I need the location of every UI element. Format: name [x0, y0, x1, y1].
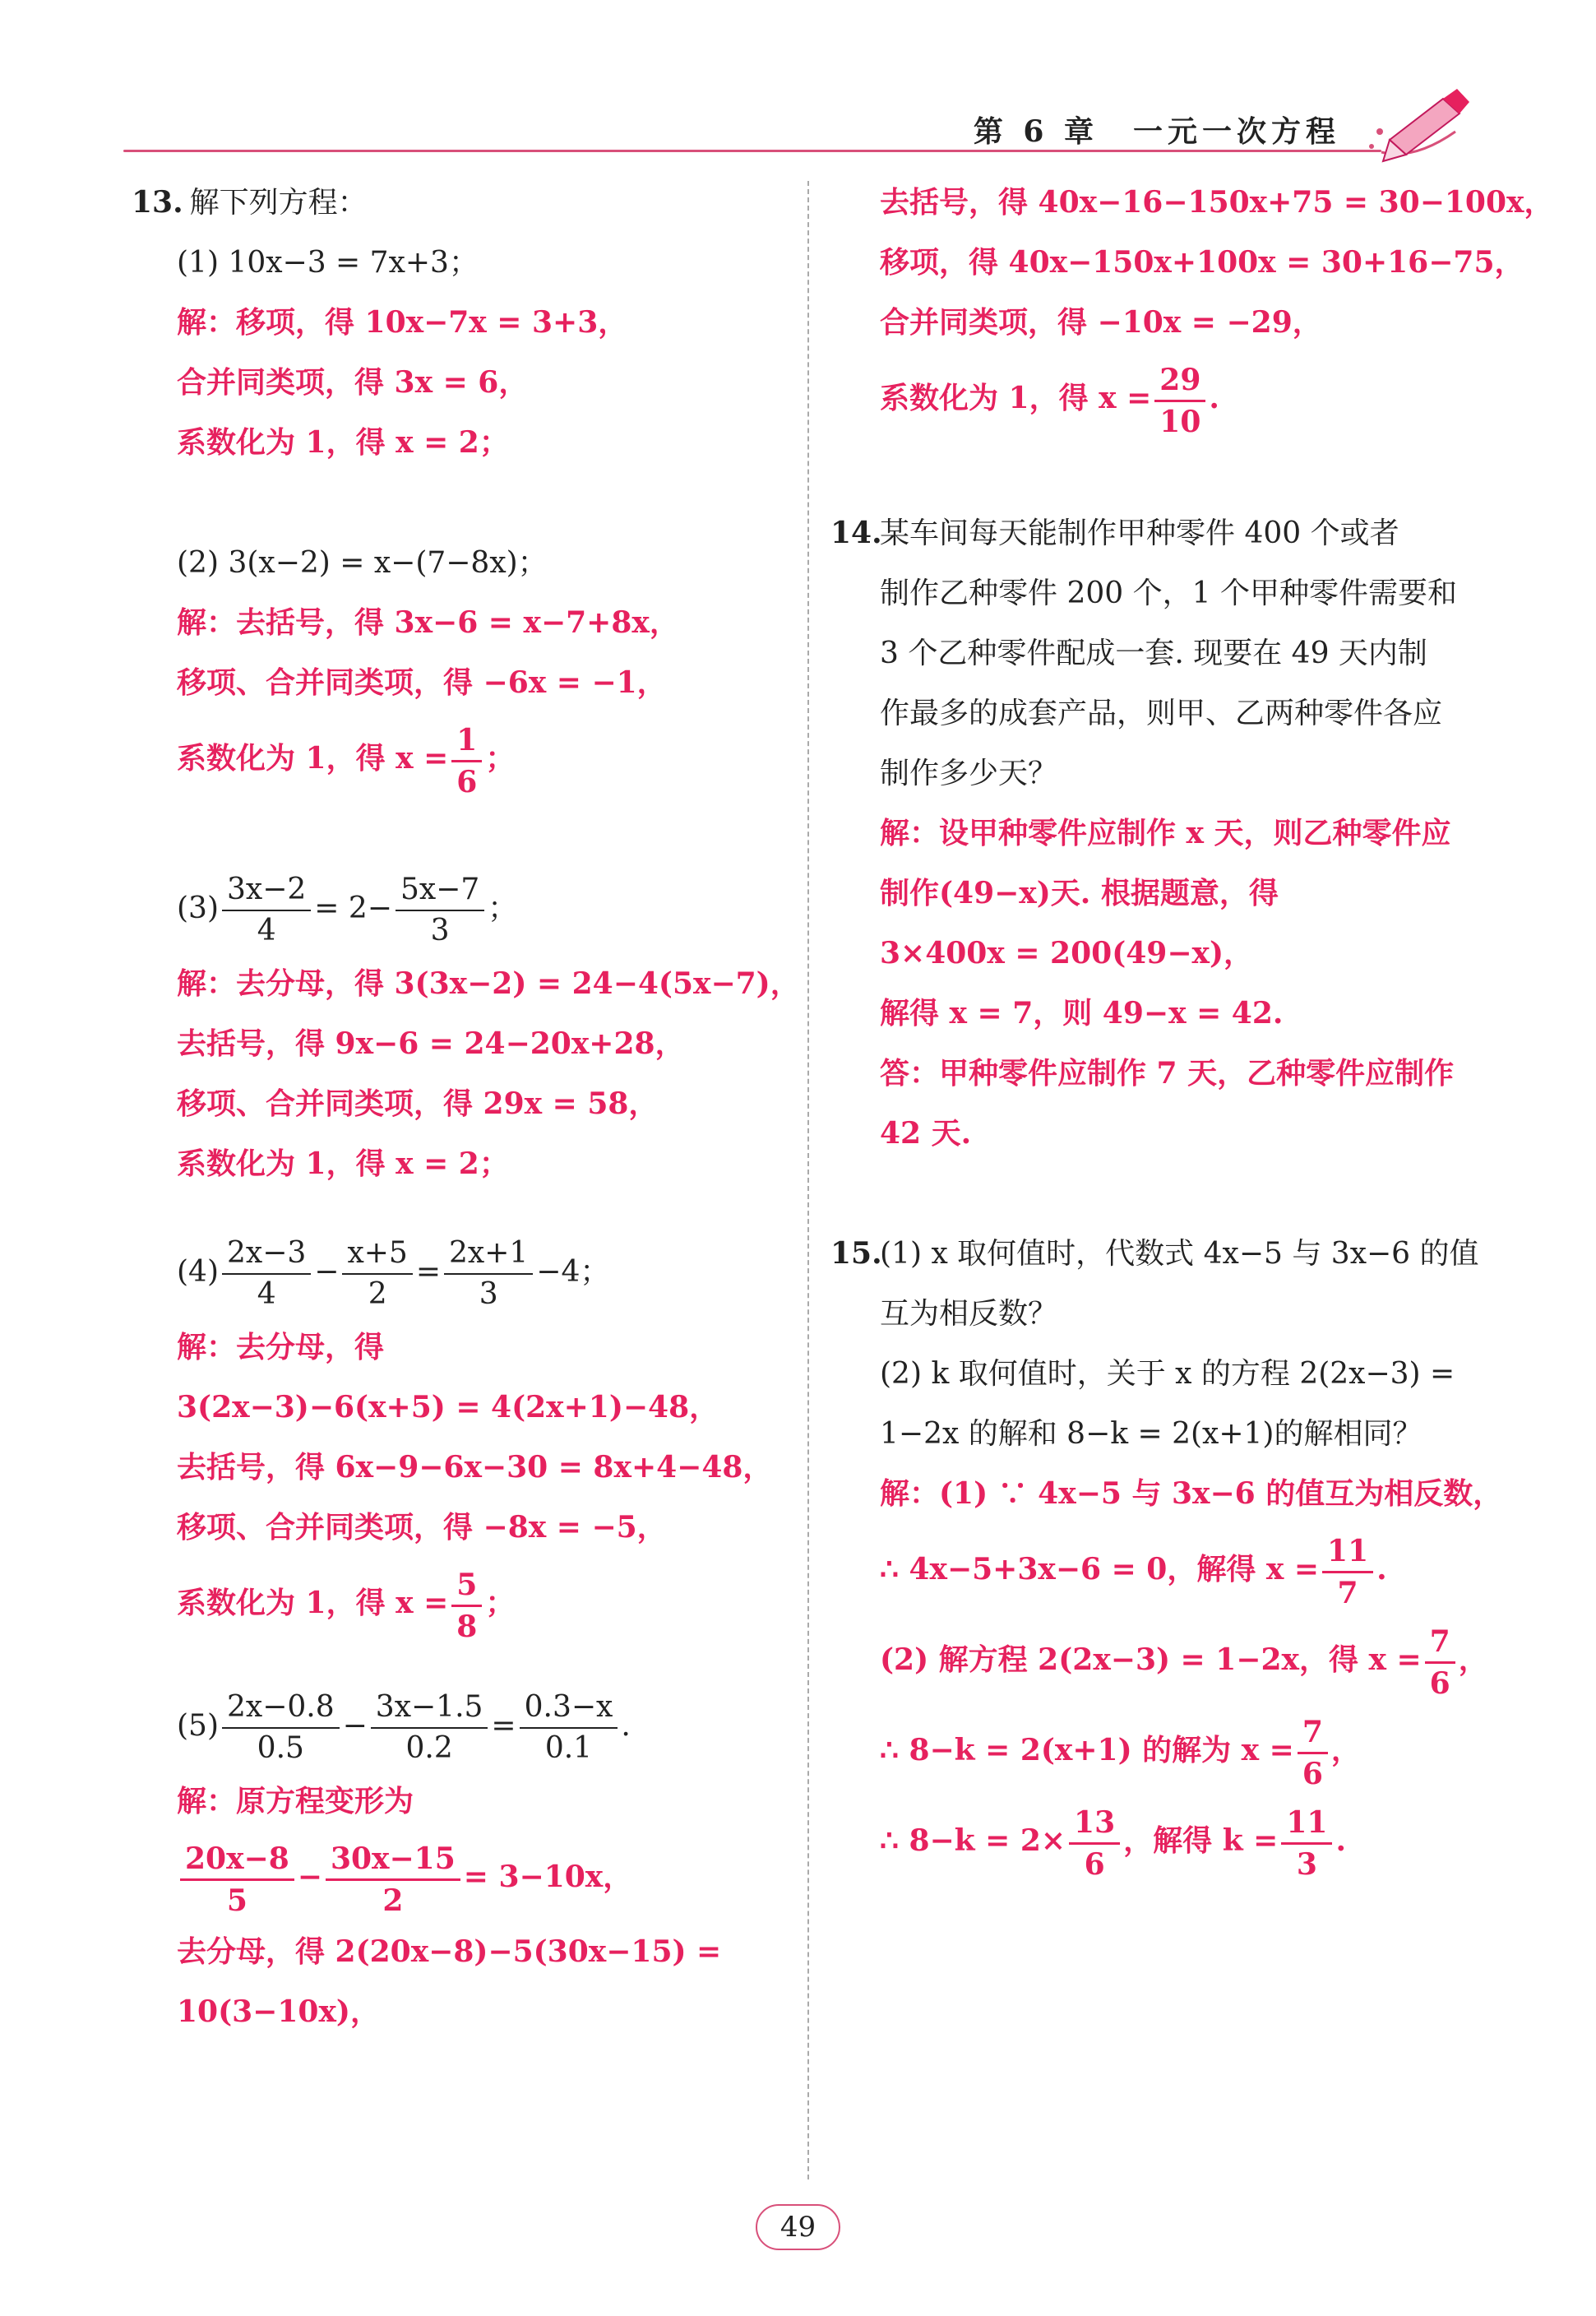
solution-step: 去分母，得 2(20x−8)−5(30x−15) = [177, 1934, 722, 1969]
solution-step: 移项、合并同类项，得 29x = 58， [177, 1086, 659, 1121]
question-number: 15. [830, 1236, 882, 1271]
solution-step: 移项，得 40x−150x+100x = 30+16−75， [880, 245, 1524, 280]
solution-step: 移项、合并同类项，得 −6x = −1， [177, 665, 667, 700]
solution-step: 制作(49−x)天. 根据题意，得 [880, 876, 1279, 910]
solution-step: 解：移项，得 10x−7x = 3+3， [177, 305, 628, 340]
chapter-title: 第 6 章 一元一次方程 [973, 114, 1340, 149]
problem-2-equation: (2) 3(x−2) = x−(7−8x)； [177, 546, 548, 580]
solution-step: 解：去分母，得 [177, 1330, 385, 1364]
solution-step: 答：甲种零件应制作 7 天，乙种零件应制作 [880, 1056, 1455, 1091]
solution-step: 系数化为 1，得 x = $\frac{29}{10}$ . [880, 362, 1219, 439]
solution-step: $\frac{20x-8}{5}$ − $\frac{30x-15}{2}$ = 3−10x， [132, 1832, 781, 1922]
solution-step: 系数化为 1，得 x = $\frac{5}{8}$ ； [177, 1567, 516, 1644]
question-15-text: 互为相反数？ [880, 1297, 1058, 1331]
solution-step: ∴ 8−k = 2× $\frac{13}{6}$ ，解得 k = $\frac{11}{3}$ . [880, 1804, 1346, 1882]
solution-step: 42 天. [880, 1116, 972, 1151]
problem-4-equation: (4) $\frac{2x-3}{4}$ − $\frac{x+5}{2}$ = $\frac{2x+1}{3}$ −4； [177, 1236, 610, 1311]
solution-step: 系数化为 1，得 x = $\frac{1}{6}$ ； [177, 722, 516, 799]
solution-step: 合并同类项，得 −10x = −29， [880, 305, 1322, 340]
solution-step: ∴ 4x−5+3x−6 = 0，解得 x = $\frac{11}{7}$ . [880, 1533, 1387, 1610]
solution-step: ∴ 8−k = 2(x+1) 的解为 x = $\frac{7}{6}$ ， [880, 1714, 1361, 1791]
fraction: $\frac{1}{6}$ [451, 723, 482, 799]
page-number: 49 [756, 2204, 840, 2250]
page-header [123, 99, 1480, 164]
question-15-text: 1−2x 的解和 8−k = 2(x+1)的解相同？ [880, 1417, 1423, 1451]
solution-step: 解得 x = 7，则 49−x = 42. [880, 996, 1284, 1031]
solution-step: 3×400x = 200(49−x)， [880, 936, 1253, 970]
question-14-text: 作最多的成套产品，则甲、乙两种零件各应 [880, 697, 1443, 730]
solution-step: 解：去括号，得 3x−6 = x−7+8x， [177, 605, 679, 640]
question-number: 14. [830, 516, 882, 550]
left-column [132, 173, 800, 2042]
solution-step: (2) 解方程 2(2x−3) = 1−2x，得 x = $\frac{7}{6}$ ， [880, 1624, 1488, 1701]
question-13-title: 13. 解下列方程： [132, 185, 368, 220]
solution-step: 解：设甲种零件应制作 x 天，则乙种零件应 [880, 816, 1451, 850]
question-14-text: 14.某车间每天能制作甲种零件 400 个或者 [830, 503, 1488, 563]
header-rule [123, 150, 1381, 152]
solution-step: 系数化为 1，得 x = 2； [177, 425, 509, 460]
solution-step: 去括号，得 9x−6 = 24−20x+28， [177, 1026, 685, 1061]
problem-3-equation: (3) $\frac{3x-2}{4}$ = 2− $\frac{5x-7}{3}$ ； [177, 873, 518, 947]
problem-1-equation: (1) 10x−3 = 7x+3； [177, 246, 479, 280]
solution-step: 解：原方程变形为 [177, 1784, 414, 1818]
solution-step: 移项、合并同类项，得 −8x = −5， [177, 1510, 667, 1545]
solution-step: 解：(1) ∵ 4x−5 与 3x−6 的值互为相反数， [880, 1476, 1503, 1511]
problem-5-equation: (5) $\frac{2x-0.8}{0.5}$ − $\frac{3x-1.5}{0.2}$ = $\frac{0.3-x}{0.1}$ . [177, 1690, 631, 1765]
column-divider [807, 181, 809, 2179]
solution-step: 解：去分母，得 3(3x−2) = 24−4(5x−7)， [177, 966, 800, 1001]
question-number: 13. [132, 185, 183, 220]
question-15-text: 15.(1) x 取何值时，代数式 4x−5 与 3x−6 的值 [830, 1224, 1488, 1284]
question-14-text: 制作多少天？ [880, 757, 1058, 790]
solution-step: 系数化为 1，得 x = 2； [177, 1146, 509, 1181]
solution-step: 10(3−10x)， [177, 1994, 380, 2029]
solution-step: 去括号，得 6x−9−6x−30 = 8x+4−48， [177, 1450, 773, 1485]
question-15-text: (2) k 取何值时，关于 x 的方程 2(2x−3) = [880, 1357, 1455, 1391]
question-14-text: 3 个乙种零件配成一套. 现要在 49 天内制 [880, 637, 1427, 670]
solution-step: 3(2x−3)−6(x+5) = 4(2x+1)−48， [177, 1390, 719, 1424]
right-column [830, 173, 1554, 1886]
page-footer [0, 2204, 1596, 2250]
pencil-decoration-icon [1365, 82, 1480, 173]
question-14-text: 制作乙种零件 200 个，1 个甲种零件需要和 [880, 577, 1457, 610]
solution-step: 合并同类项，得 3x = 6， [177, 365, 529, 400]
solution-step: 去括号，得 40x−16−150x+75 = 30−100x， [880, 185, 1554, 220]
